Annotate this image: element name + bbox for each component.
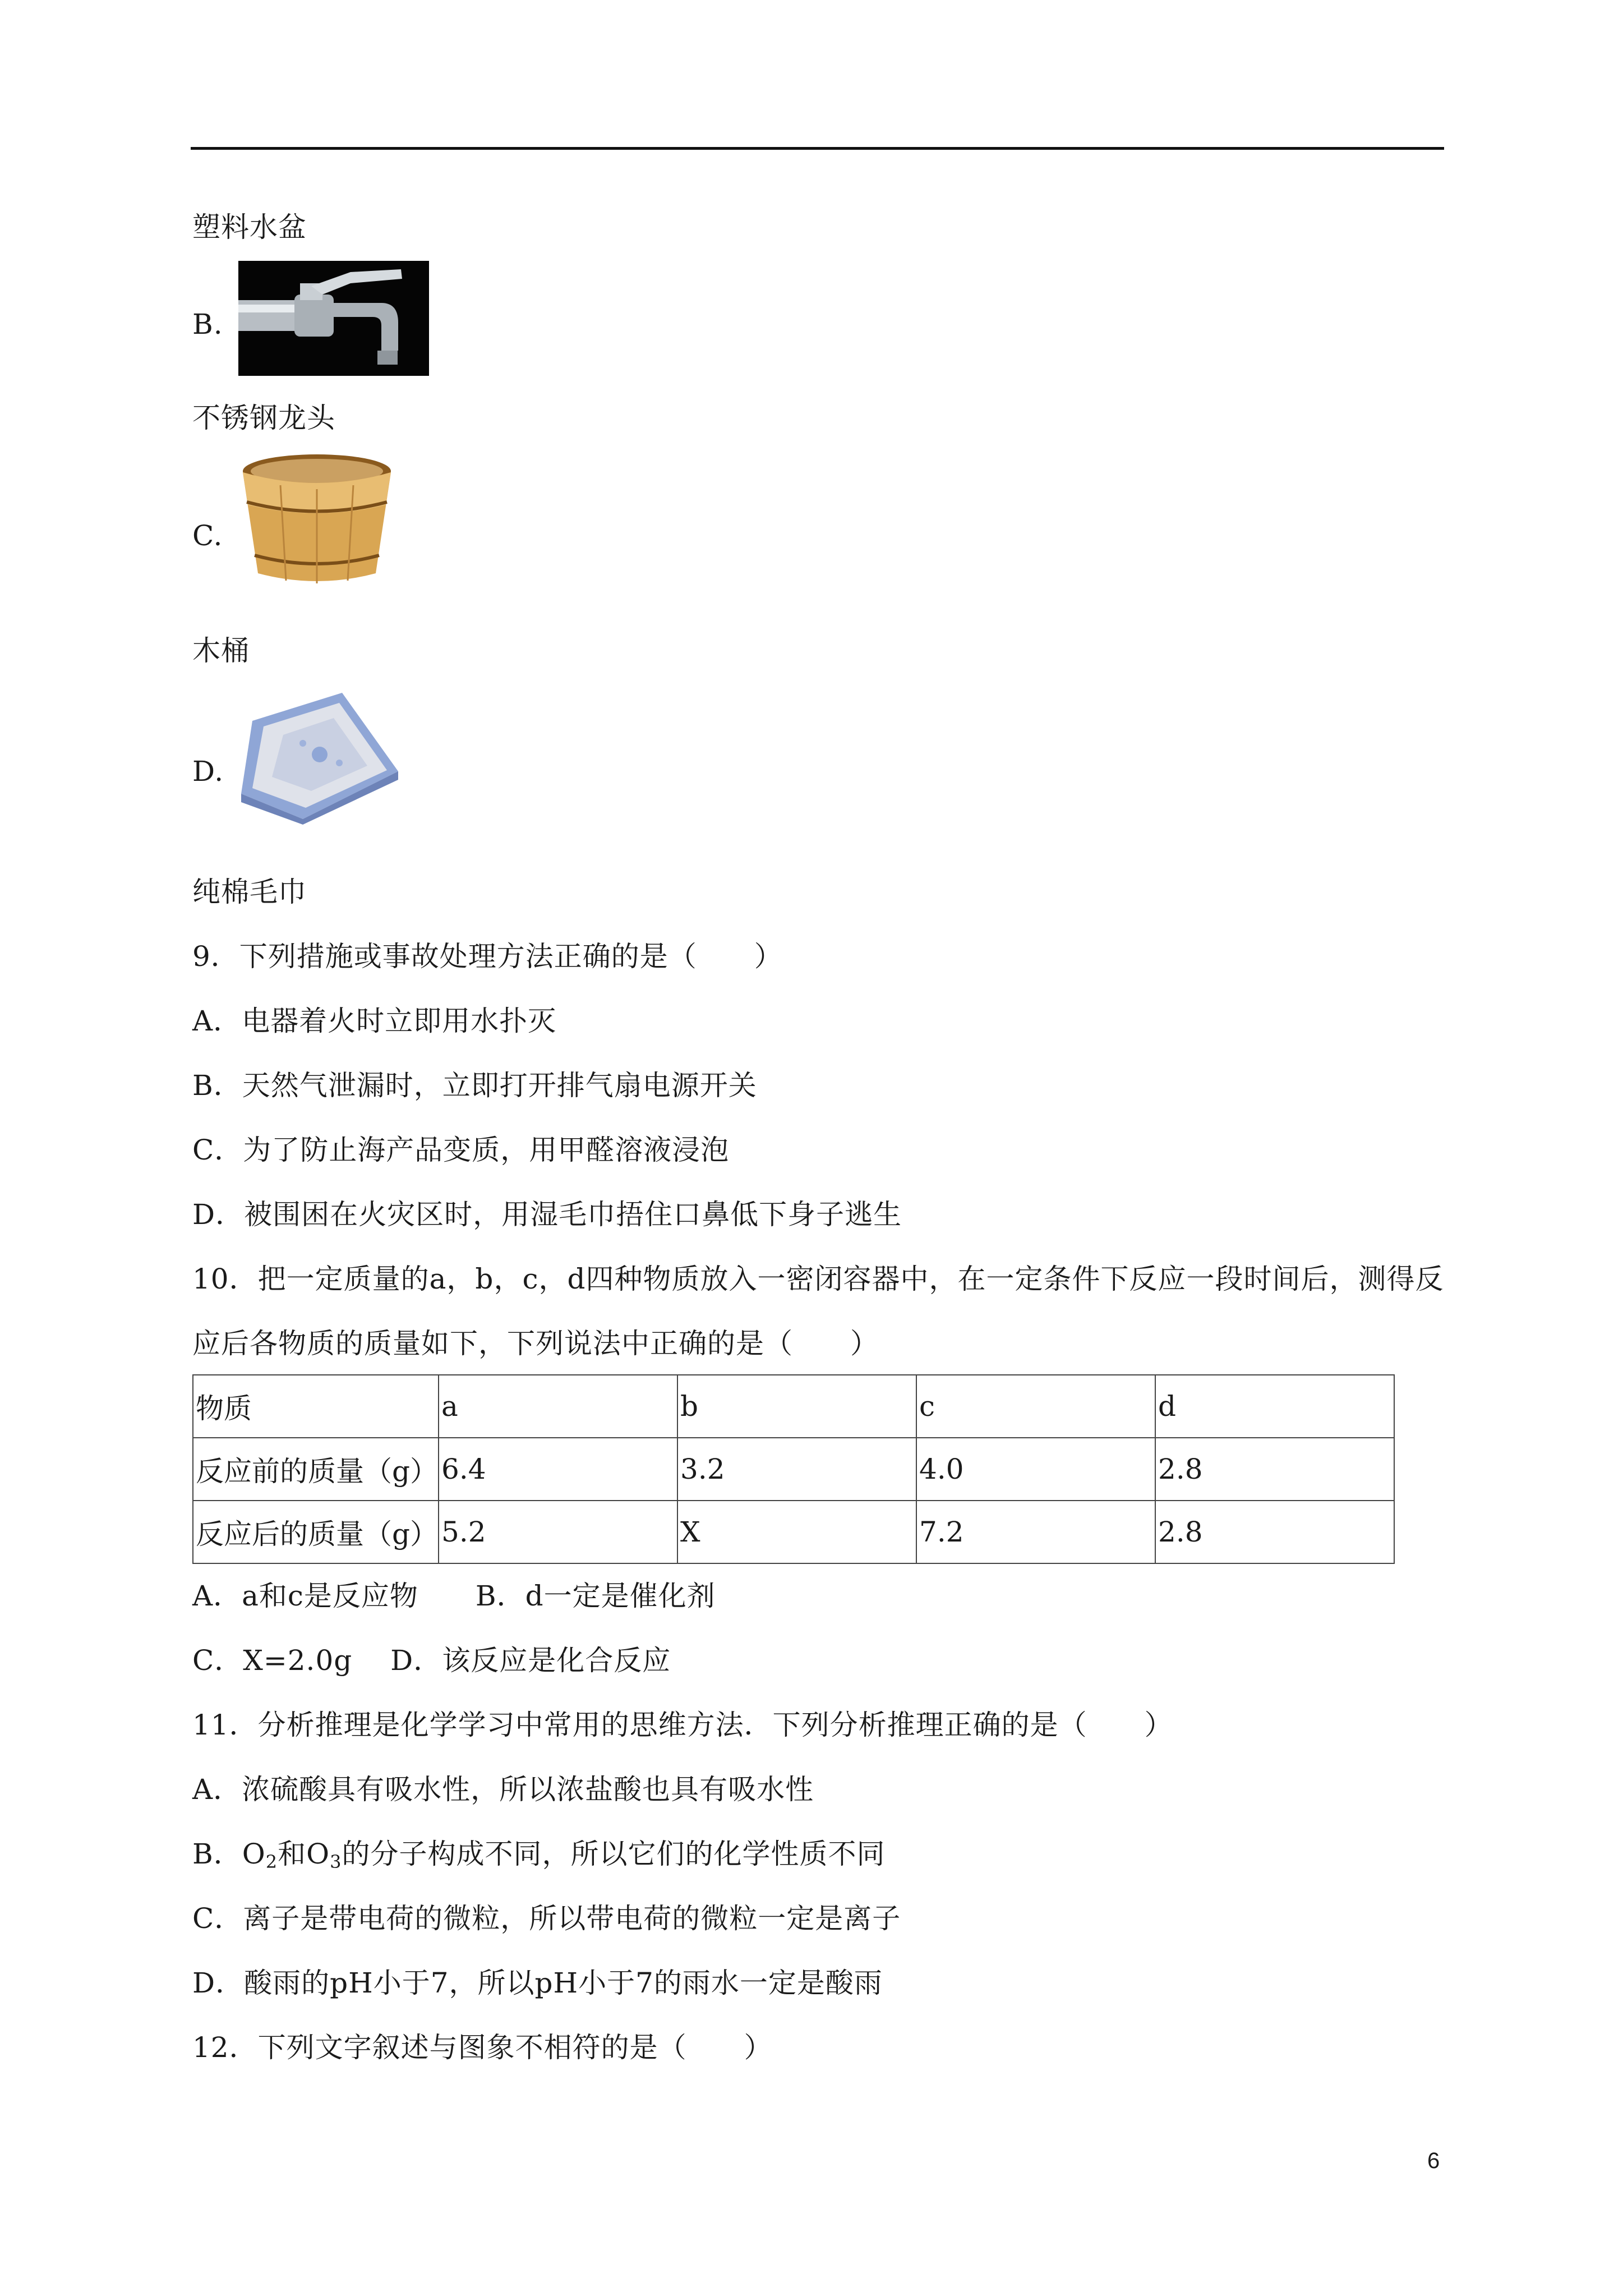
option-a-caption: 塑料水盆 (192, 211, 307, 243)
wooden-bucket-image (236, 449, 398, 592)
question-10-stem-line-2: 应后各物质的质量如下，下列说法中正确的是（ ） (192, 1327, 879, 1360)
option-d-letter: D. (192, 755, 224, 788)
option-b-text: B．O (192, 1838, 266, 1870)
question-11-stem: 11．分析推理是化学学习中常用的思维方法．下列分析推理正确的是（ ） (192, 1709, 1173, 1741)
table-header-cell: c (916, 1375, 1155, 1438)
option-b-letter: B. (192, 308, 223, 341)
subscript: 2 (265, 1851, 278, 1872)
table-cell: 反应前的质量（g） (193, 1438, 439, 1501)
option-d-caption: 纯棉毛巾 (192, 876, 307, 908)
option-b-text: 和O (278, 1838, 330, 1870)
option-b-caption: 不锈钢龙头 (192, 402, 335, 434)
table-cell: 6.4 (439, 1438, 677, 1501)
question-10-options-line-2: C．X=2.0g D．该反应是化合反应 (192, 1644, 671, 1677)
table-header-cell: a (439, 1375, 677, 1438)
mass-table (192, 1374, 1395, 1564)
option-c-caption: 木桶 (192, 634, 250, 667)
question-9-option-b: B．天然气泄漏时，立即打开排气扇电源开关 (192, 1069, 757, 1102)
faucet-image (238, 261, 429, 376)
question-11-option-d: D．酸雨的pH小于7，所以pH小于7的雨水一定是酸雨 (192, 1967, 883, 1999)
table-cell: 7.2 (916, 1501, 1155, 1563)
question-12-stem: 12．下列文字叙述与图象不相符的是（ ） (192, 2031, 773, 2064)
table-header-cell: b (677, 1375, 916, 1438)
question-10-stem-line-1: 10．把一定质量的a，b，c，d四种物质放入一密闭容器中，在一定条件下反应一段时间后，测得反 (192, 1263, 1444, 1295)
question-9-option-a: A．电器着火时立即用水扑灭 (192, 1005, 557, 1037)
towel-image (236, 687, 404, 825)
subscript: 3 (330, 1851, 342, 1872)
option-c-letter: C. (192, 519, 223, 552)
question-9-stem: 9．下列措施或事故处理方法正确的是（ ） (192, 940, 783, 973)
table-cell: X (677, 1501, 916, 1563)
question-11-option-a: A．浓硫酸具有吸水性，所以浓盐酸也具有吸水性 (192, 1773, 814, 1806)
table-row (193, 1438, 1394, 1501)
question-11-option-b (192, 1837, 885, 1879)
table-header-cell: d (1155, 1375, 1394, 1438)
table-header-cell: 物质 (193, 1375, 439, 1438)
table-row (193, 1501, 1394, 1563)
option-b-text: 的分子构成不同，所以它们的化学性质不同 (342, 1838, 886, 1870)
table-cell: 反应后的质量（g） (193, 1501, 439, 1563)
question-11-option-c: C．离子是带电荷的微粒，所以带电荷的微粒一定是离子 (192, 1902, 901, 1935)
table-cell: 4.0 (916, 1438, 1155, 1501)
table-cell: 2.8 (1155, 1501, 1394, 1563)
page-number: 6 (1427, 2148, 1440, 2173)
table-header-row (193, 1375, 1394, 1438)
table-cell: 3.2 (677, 1438, 916, 1501)
question-10-options-line-1: A．a和c是反应物 B．d一定是催化剂 (192, 1580, 716, 1612)
question-9-option-d: D．被围困在火灾区时，用湿毛巾捂住口鼻低下身子逃生 (192, 1198, 902, 1231)
table-cell: 5.2 (439, 1501, 677, 1563)
table-cell: 2.8 (1155, 1438, 1394, 1501)
question-9-option-c: C．为了防止海产品变质，用甲醛溶液浸泡 (192, 1134, 730, 1166)
header-rule (191, 147, 1444, 150)
